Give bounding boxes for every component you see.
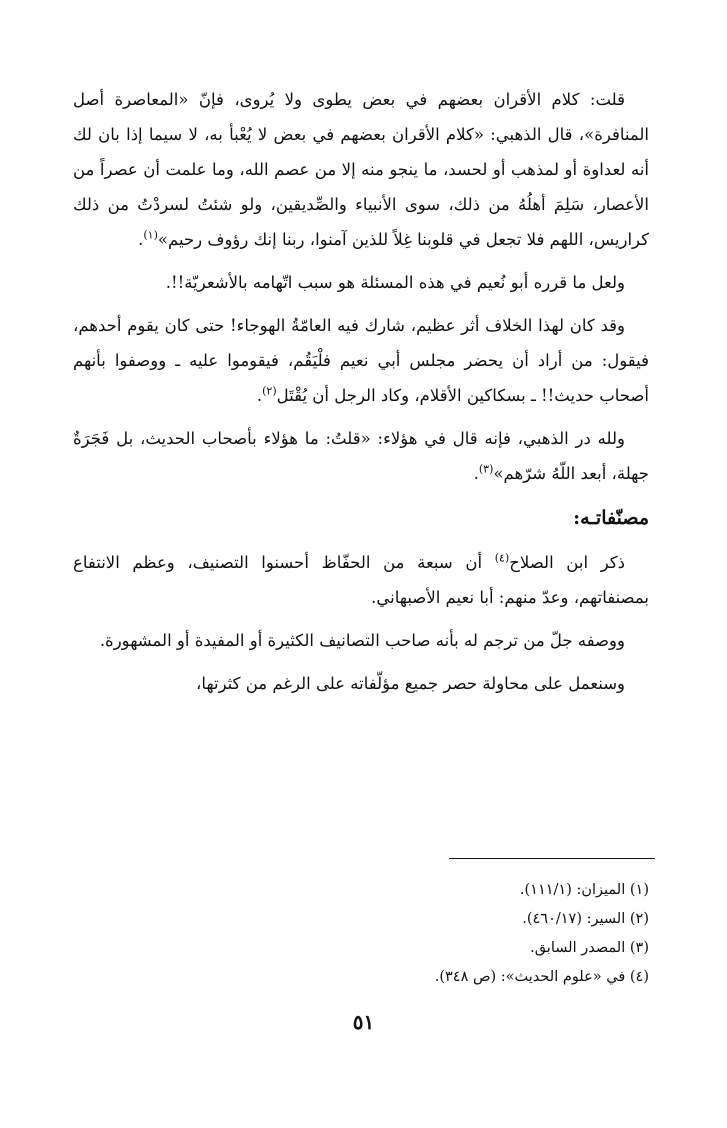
footnote-divider <box>449 858 655 859</box>
footnote-ref-1: (١) <box>143 228 158 242</box>
paragraph-7-text: وسنعمل على محاولة حصر جميع مؤلّفاته على الرغم من كثرتها، <box>196 674 625 693</box>
footnote-ref-4: (٤) <box>494 551 510 565</box>
section-heading: مصنّفاتـه: <box>573 507 649 529</box>
footnote-4: (٤) في «علوم الحديث»: (ص ٣٤٨). <box>434 969 649 985</box>
paragraph-3 <box>73 308 649 413</box>
paragraph-1 <box>73 82 649 257</box>
paragraph-7 <box>73 666 649 701</box>
footnote-3: (٣) المصدر السابق. <box>530 940 649 956</box>
paragraph-6 <box>73 623 649 658</box>
paragraph-1-end: . <box>138 230 144 249</box>
paragraph-3-text: وقد كان لهذا الخلاف أثر عظيم، شارك فيه العامّةُ الهوجاء! حتى كان يقوم أحدهم، فيقول: من أراد أن يحضر مجلس أبي نعيم فلْيَقُم، فيقوموا عليه ـ ووصفوا بأنهم أصحاب حديث!! ـ بسكاكين الأقلام، وكاد الرجل أن يُقْتَل <box>73 316 649 405</box>
paragraph-3-end: . <box>256 386 263 405</box>
paragraph-2 <box>73 265 649 300</box>
paragraph-6-text: ووصفه جلّ من ترجم له بأنه صاحب التصانيف الكثيرة أو المفيدة أو المشهورة. <box>99 631 625 650</box>
paragraph-4 <box>73 421 649 491</box>
main-text <box>73 82 649 709</box>
footnotes <box>73 876 649 992</box>
paragraph-4-text: ولله در الذهبي، فإنه قال في هؤلاء: «قلتُ: ما هؤلاء بأصحاب الحديث، بل فَجَرَةٌ جهلة، أبعد اللّهُ شرّهم» <box>73 429 649 483</box>
paragraph-5-text: أن سبعة من الحفّاظ أحسنوا التصنيف، وعظم الانتفاع بمصنفاتهم، وعدّ منهم: أبا نعيم الأصبهاني. <box>73 553 649 607</box>
footnote-2: (٢) السير: (٤٦٠/١٧). <box>522 911 649 927</box>
footnote-ref-3: (٣) <box>478 462 494 476</box>
paragraph-1-text: قلت: كلام الأقران بعضهم في بعض يطوى ولا يُروى، فإنّ «المعاصرة أصل المنافرة»، قال الذهبي: «كلام الأقران بعضهم في بعض لا يُعْبأ به، لا سيما إذا بان لك أنه لعداوة أو لمذهب أو لحسد، ما ينجو منه إلا من عصم الله، وما علمت أن عصراً من الأعصار، سَلِمَ أهلُهُ من ذلك، سوى الأنبياء والصِّديقين، ولو شئتُ لسردْتُ من ذلك كراريس، اللهم فلا تجعل في قلوبنا غِلاً للذين آمنوا، ربنا إنك رؤوف رحيم» <box>73 90 649 249</box>
paragraph-5-start: ذكر ابن الصلاح <box>509 553 625 572</box>
paragraph-5 <box>73 545 649 615</box>
paragraph-4-end: . <box>473 464 479 483</box>
paragraph-2-text: ولعل ما قرره أبو نُعيم في هذه المسئلة هو سبب اتّهامه بالأشعريّة!!. <box>165 273 625 292</box>
page-number: ٥١ <box>352 1010 375 1034</box>
footnote-1: (١) الميزان: (١١١/١). <box>519 882 649 898</box>
footnote-ref-2: (٢) <box>262 384 277 398</box>
